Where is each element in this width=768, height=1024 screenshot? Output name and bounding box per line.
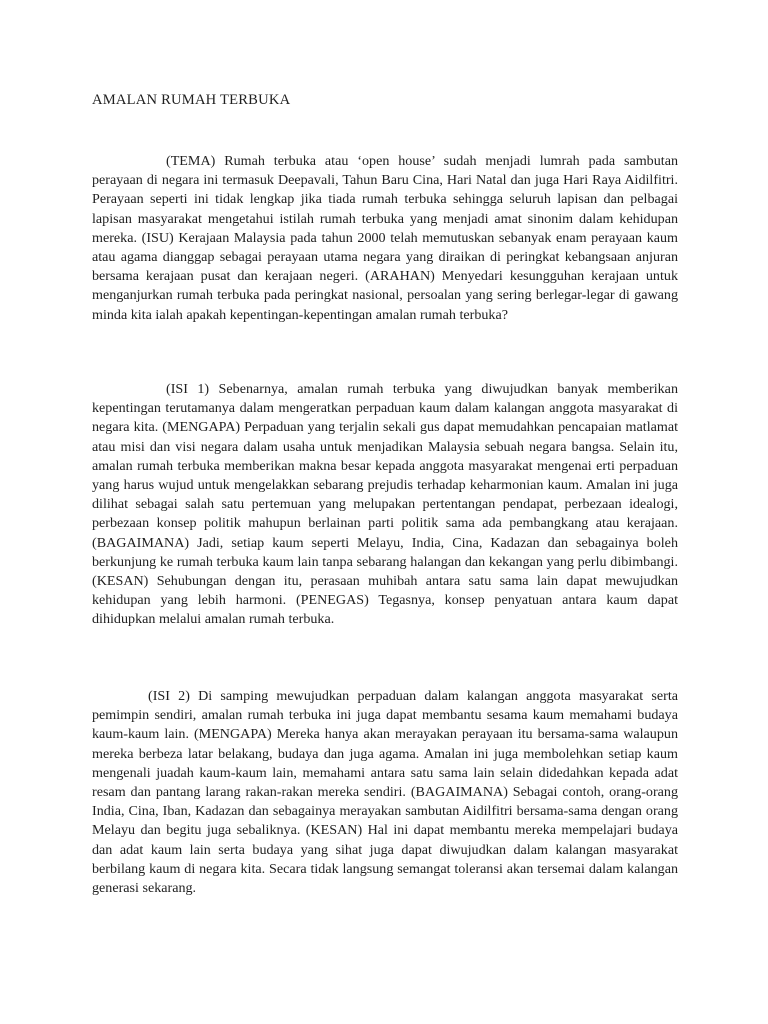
paragraph-isi-1: (ISI 1) Sebenarnya, amalan rumah terbuka yang diwujudkan banyak memberikan kepentingan terutamanya dalam mengeratkan perpaduan kaum dalam kalangan anggota masyarakat di negara kita. (MENGAPA) Perpaduan yang terjalin sekali gus dapat memudahkan pencapaian matlamat atau misi dan visi negara dalam usaha untuk menjadikan Malaysia sebuah negara bangsa. Selain itu, amalan rumah terbuka memberikan makna besar kepada anggota masyarakat mengenai erti perpaduan yang harus wujud untuk mengelakkan sebarang prejudis terhadap keharmonian kaum. Amalan ini juga dilihat sebagai salah satu pertemuan yang melupakan pertentangan pendapat, perbezaan idealogi, perbezaan konsep politik mahupun berlainan parti politik sama ada pembangkang atau kerajaan. (BAGAIMANA) Jadi, setiap kaum seperti Melayu, India, Cina, Kadazan dan sebagainya boleh berkunjung ke rumah terbuka kaum lain tanpa sebarang halangan dan kekangan yang perlu dibimbangi. (KESAN) Sehubungan dengan itu, perasaan muhibah antara satu sama lain dapat mewujudkan kehidupan yang lebih harmoni. (PENEGAS) Tegasnya, konsep penyatuan antara kaum dapat dihidupkan melalui amalan rumah terbuka. <box>92 381 678 628</box>
paragraph-isi-2: (ISI 2) Di samping mewujudkan perpaduan dalam kalangan anggota masyarakat serta pemimpin sendiri, amalan rumah terbuka ini juga dapat membantu sesama kaum memahami budaya kaum-kaum lain. (MENGAPA) Mereka hanya akan merayakan perayaan itu bersama-sama walaupun mereka berbeza latar belakang, budaya dan juga agama. Amalan ini juga membolehkan setiap kaum mengenali juadah kaum-kaum lain, memahami antara satu sama lain selain didedahkan kepada adat resam dan pantang larang rakan-rakan mereka sendiri. (BAGAIMANA) Sebagai contoh, orang-orang India, Cina, Iban, Kadazan dan sebagainya merayakan sambutan Aidilfitri bersama-sama dengan orang Melayu dan begitu juga sebaliknya. (KESAN) Hal ini dapat membantu mereka mempelajari budaya dan adat kaum lain serta budaya yang sihat juga dapat diwujudkan dalam kalangan masyarakat berbilang kaum di negara kita. Secara tidak langsung semangat toleransi akan tersemai dalam kalangan generasi sekarang. <box>92 688 678 897</box>
paragraph-intro: (TEMA) Rumah terbuka atau ‘open house’ sudah menjadi lumrah pada sambutan perayaan di negara ini termasuk Deepavali, Tahun Baru Cina, Hari Natal dan juga Hari Raya Aidilfitri. Perayaan seperti ini tidak lengkap jika tiada rumah terbuka sehingga seluruh lapisan dan pelbagai lapisan masyarakat mengetahui istilah rumah terbuka yang menjadi amat sinonim dalam kehidupan mereka. (ISU) Kerajaan Malaysia pada tahun 2000 telah memutuskan sebanyak enam perayaan kaum atau agama dianggap sebagai perayaan utama negara yang diraikan di peringkat kebangsaan anjuran bersama kerajaan pusat dan kerajaan negeri. (ARAHAN) Menyedari kesungguhan kerajaan untuk menganjurkan rumah terbuka pada peringkat nasional, persoalan yang sering berlegar-legar di gawang minda kita ialah apakah kepentingan-kepentingan amalan rumah terbuka? <box>92 153 678 323</box>
document-title: AMALAN RUMAH TERBUKA <box>92 92 291 108</box>
